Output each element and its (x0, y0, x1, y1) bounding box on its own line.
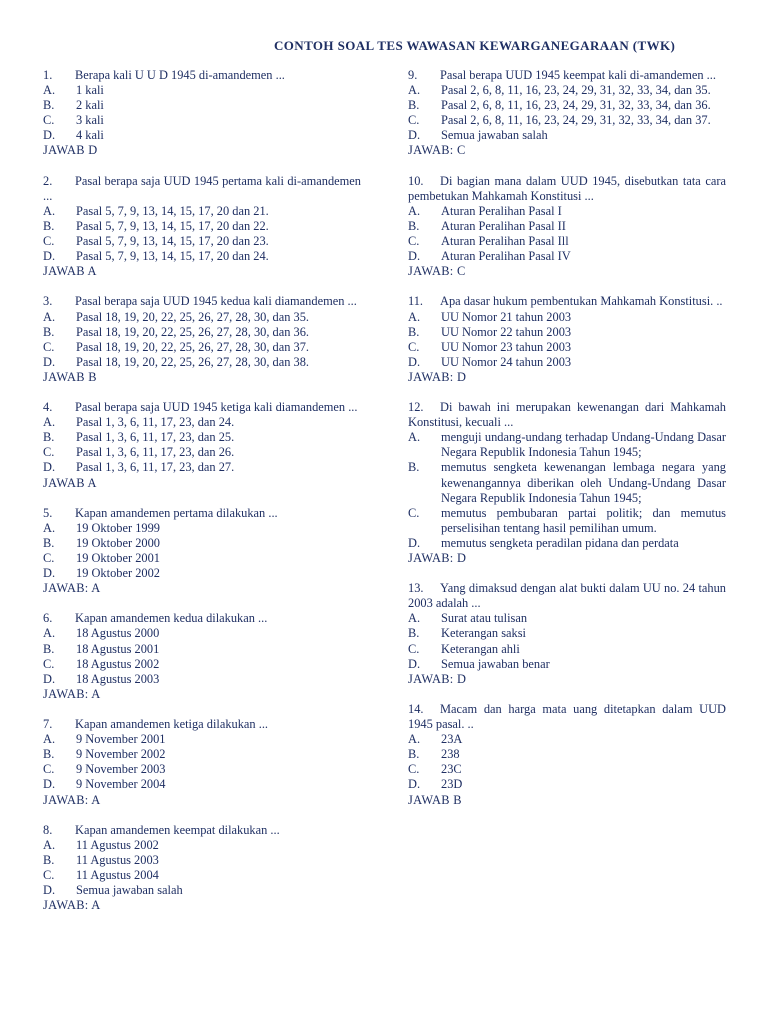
question-number: 13. (408, 581, 424, 596)
answer-key: JAWAB B (408, 792, 462, 807)
option-letter: D. (408, 249, 421, 264)
option (43, 415, 361, 430)
option-text: 9 November 2003 (76, 762, 166, 777)
option (408, 777, 726, 792)
option-letter: D. (43, 249, 56, 264)
option (408, 98, 726, 113)
option-text: Pasal 2, 6, 8, 11, 16, 23, 24, 29, 31, 32, 33, 34, dan 37. (441, 113, 711, 128)
option-text: 1 kali (76, 83, 104, 98)
question-number: 10. (408, 173, 424, 188)
option-letter: A. (408, 611, 421, 626)
option (43, 445, 361, 460)
option-text: Keterangan saksi (441, 626, 526, 641)
option-text: Pasal 1, 3, 6, 11, 17, 23, dan 24. (76, 415, 235, 430)
option-letter: A. (43, 732, 56, 747)
question-6 (43, 611, 361, 702)
option-text: 19 Oktober 2002 (76, 566, 160, 581)
option-letter: B. (408, 218, 420, 233)
option (408, 113, 726, 128)
option-text: Pasal 1, 3, 6, 11, 17, 23, dan 26. (76, 445, 235, 460)
option-letter: B. (43, 218, 55, 233)
option-letter: C. (408, 234, 420, 249)
option-text: 9 November 2002 (76, 747, 166, 762)
option-text: 9 November 2001 (76, 732, 166, 747)
option-letter: D. (408, 354, 421, 369)
option (43, 838, 361, 853)
question-number: 5. (43, 505, 53, 520)
question-number: 6. (43, 611, 53, 626)
option-letter: D. (43, 883, 56, 898)
option-letter: B. (43, 430, 55, 445)
option-letter: A. (408, 203, 421, 218)
question-text (43, 506, 361, 521)
option-text: memutus pembubaran partai politik; dan memutus perselisihan tentang hasil pemilihan umum. (441, 505, 726, 535)
option (408, 657, 726, 672)
option (408, 732, 726, 747)
question-text (43, 717, 361, 732)
question-number: 11. (408, 294, 424, 309)
question-prompt: Berapa kali U U D 1945 di-amandemen ... (75, 68, 285, 82)
option-letter: C. (43, 656, 55, 671)
option (43, 747, 361, 762)
option-letter: B. (43, 98, 55, 113)
left-column (43, 68, 361, 928)
question-4 (43, 400, 361, 491)
question-text (408, 294, 726, 309)
option-letter: D. (408, 656, 421, 671)
question-text (43, 294, 361, 309)
answer-key: JAWAB D (43, 143, 98, 158)
option (408, 340, 726, 355)
option (43, 325, 361, 340)
question-text (408, 400, 726, 430)
option-letter: C. (43, 339, 55, 354)
option-text: Aturan Peralihan Pasal Ill (441, 234, 569, 249)
option-text: 23D (441, 777, 463, 792)
question-number: 7. (43, 717, 53, 732)
option (43, 626, 361, 641)
option-text: 18 Agustus 2000 (76, 626, 160, 641)
option-text: 19 Oktober 2001 (76, 551, 160, 565)
question-11 (408, 294, 726, 385)
option-text: Semua jawaban salah (76, 883, 183, 898)
option-letter: A. (43, 520, 56, 535)
option (408, 249, 726, 264)
option-text: 11 Agustus 2003 (76, 852, 159, 867)
option-letter: C. (43, 551, 55, 565)
option (43, 732, 361, 747)
question-text (408, 702, 726, 732)
option (43, 536, 361, 551)
option-letter: C. (408, 505, 420, 520)
question-prompt: Kapan amandemen pertama dilakukan ... (75, 505, 278, 520)
option (43, 868, 361, 883)
option (43, 340, 361, 355)
option-text: Aturan Peralihan Pasal II (441, 218, 566, 233)
option (408, 83, 726, 98)
option-letter: D. (43, 671, 56, 686)
question-prompt: Kapan amandemen ketiga dilakukan ... (75, 717, 269, 732)
option-text: 2 kali (76, 98, 104, 113)
option (43, 460, 361, 475)
option-letter: A. (43, 837, 56, 852)
option (43, 642, 361, 657)
option-letter: C. (408, 339, 420, 354)
question-prompt: Pasal berapa saja UUD 1945 kedua kali diamandemen ... (75, 294, 357, 309)
option-letter: B. (408, 98, 420, 113)
option (43, 521, 361, 536)
option (43, 853, 361, 868)
option-letter: B. (43, 641, 55, 656)
option-letter: B. (408, 747, 420, 762)
option (43, 430, 361, 445)
option (43, 672, 361, 687)
question-number: 12. (408, 400, 424, 415)
question-7 (43, 717, 361, 808)
right-column (408, 68, 726, 823)
question-13 (408, 581, 726, 687)
option (43, 234, 361, 249)
option-letter: A. (408, 430, 421, 445)
option (43, 355, 361, 370)
question-9 (408, 68, 726, 159)
question-1 (43, 68, 361, 159)
option-letter: B. (43, 535, 55, 550)
answer-key: JAWAB: C (408, 143, 466, 158)
option (43, 883, 361, 898)
option-letter: B. (43, 852, 55, 867)
answer-key: JAWAB: A (43, 581, 101, 596)
question-12 (408, 400, 726, 566)
question-8 (43, 823, 361, 914)
option (43, 657, 361, 672)
option-text: Pasal 1, 3, 6, 11, 17, 23, dan 27. (76, 460, 235, 475)
question-prompt: Di bagian mana dalam UUD 1945, disebutkan tata cara pembetukan Mahkamah Konstitusi ... (408, 173, 726, 203)
option-letter: A. (408, 732, 421, 747)
option (43, 762, 361, 777)
option (408, 355, 726, 370)
option-text: 3 kali (76, 113, 104, 128)
option-text: memutus sengketa peradilan pidana dan perdata (441, 535, 679, 550)
option-text: Pasal 5, 7, 9, 13, 14, 15, 17, 20 dan 24. (76, 249, 269, 264)
answer-key: JAWAB: D (408, 369, 467, 384)
option (408, 762, 726, 777)
question-text (408, 68, 726, 83)
option-text: Pasal 2, 6, 8, 11, 16, 23, 24, 29, 31, 32, 33, 34, dan 35. (441, 83, 711, 98)
option-letter: B. (408, 626, 420, 641)
question-number: 9. (408, 68, 418, 82)
option (43, 551, 361, 566)
option-letter: D. (43, 354, 56, 369)
option-letter: A. (408, 309, 421, 324)
option-letter: C. (43, 113, 55, 128)
answer-key: JAWAB: D (408, 551, 467, 565)
option-letter: D. (408, 128, 421, 143)
question-5 (43, 506, 361, 597)
option-text: 11 Agustus 2004 (76, 867, 159, 882)
option (408, 430, 726, 460)
question-prompt: Pasal berapa saja UUD 1945 ketiga kali diamandemen ... (75, 400, 358, 415)
option-text: UU Nomor 22 tahun 2003 (441, 324, 572, 339)
option (43, 310, 361, 325)
option-text: Pasal 18, 19, 20, 22, 25, 26, 27, 28, 30, dan 36. (76, 324, 310, 339)
question-number: 14. (408, 701, 424, 716)
option-letter: A. (43, 415, 56, 430)
option-text: memutus sengketa kewenangan lembaga negara yang kewenangannya diberikan oleh Undang-Undang Dasar Negara Republik Indonesia Tahun 1945; (441, 460, 726, 505)
option-letter: C. (43, 445, 55, 460)
question-text (43, 823, 361, 838)
question-number: 4. (43, 400, 53, 415)
option-text: UU Nomor 23 tahun 2003 (441, 339, 572, 354)
answer-key: JAWAB: A (43, 686, 101, 701)
answer-key: JAWAB B (43, 369, 97, 384)
option-letter: C. (43, 867, 55, 882)
option (408, 325, 726, 340)
option-letter: A. (43, 626, 56, 641)
question-prompt: Pasal berapa saja UUD 1945 pertama kali di-amandemen ... (43, 173, 361, 203)
option-letter: D. (43, 777, 56, 792)
option-text: Pasal 18, 19, 20, 22, 25, 26, 27, 28, 30, dan 38. (76, 354, 310, 369)
option (408, 460, 726, 505)
option (408, 626, 726, 641)
option (408, 310, 726, 325)
answer-key: JAWAB: A (43, 792, 101, 807)
question-text (43, 611, 361, 626)
option-text: Aturan Peralihan Pasal IV (441, 249, 571, 264)
option-text: 18 Agustus 2003 (76, 671, 160, 686)
question-text (43, 400, 361, 415)
option (408, 536, 726, 551)
option-letter: A. (43, 83, 56, 98)
option (43, 249, 361, 264)
option-text: 19 Oktober 1999 (76, 520, 160, 535)
option-text: Semua jawaban salah (441, 128, 548, 143)
option (43, 219, 361, 234)
option-text: Pasal 5, 7, 9, 13, 14, 15, 17, 20 dan 21. (76, 203, 269, 218)
question-number: 2. (43, 173, 53, 188)
option (43, 204, 361, 219)
option (408, 747, 726, 762)
option (408, 204, 726, 219)
question-prompt: Kapan amandemen keempat dilakukan ... (75, 822, 280, 837)
option-letter: B. (43, 324, 55, 339)
page-title: CONTOH SOAL TES WAWASAN KEWARGANEGARAAN (TWK) (274, 38, 676, 53)
option (43, 113, 361, 128)
option-text: Aturan Peralihan Pasal I (441, 203, 562, 218)
option-letter: D. (408, 777, 421, 792)
question-prompt: Pasal berapa UUD 1945 keempat kali di-amandemen ... (440, 68, 716, 82)
option-letter: C. (43, 762, 55, 777)
question-10 (408, 174, 726, 280)
option (43, 98, 361, 113)
option-letter: A. (408, 83, 421, 98)
option-text: 18 Agustus 2002 (76, 656, 160, 671)
option-letter: B. (408, 324, 420, 339)
option-letter: C. (408, 113, 420, 128)
option-text: menguji undang-undang terhadap Undang-Undang Dasar Negara Republik Indonesia Tahun 1945; (441, 430, 726, 460)
answer-key: JAWAB: A (43, 898, 101, 913)
answer-key: JAWAB: D (408, 671, 467, 686)
option-letter: D. (43, 566, 56, 581)
option (408, 234, 726, 249)
question-text (408, 174, 726, 204)
question-text (408, 581, 726, 611)
option-letter: D. (408, 535, 421, 550)
option-text: 23A (441, 732, 463, 747)
question-prompt: Yang dimaksud dengan alat bukti dalam UU no. 24 tahun 2003 adalah ... (408, 581, 726, 611)
option-text: 11 Agustus 2002 (76, 837, 159, 852)
option-letter: C. (408, 641, 420, 656)
option-text: Pasal 5, 7, 9, 13, 14, 15, 17, 20 dan 22. (76, 218, 269, 233)
option-text: UU Nomor 24 tahun 2003 (441, 354, 572, 369)
option-letter: D. (43, 128, 56, 143)
option-letter: D. (43, 460, 56, 475)
option-text: 238 (441, 747, 460, 762)
option-text: UU Nomor 21 tahun 2003 (441, 309, 572, 324)
option (43, 777, 361, 792)
option-letter: C. (43, 234, 55, 249)
answer-key: JAWAB A (43, 475, 97, 490)
option-text: Pasal 5, 7, 9, 13, 14, 15, 17, 20 dan 23. (76, 234, 269, 249)
question-14 (408, 702, 726, 808)
option-letter: B. (408, 460, 420, 475)
question-text (43, 68, 361, 83)
question-prompt: Di bawah ini merupakan kewenangan dari Mahkamah Konstitusi, kecuali ... (408, 400, 726, 430)
option (43, 128, 361, 143)
question-3 (43, 294, 361, 385)
option-text: Pasal 1, 3, 6, 11, 17, 23, dan 25. (76, 430, 235, 445)
question-2 (43, 174, 361, 280)
question-number: 8. (43, 822, 53, 837)
option-text: Surat atau tulisan (441, 611, 528, 626)
option-text: Semua jawaban benar (441, 656, 550, 671)
option-text: Pasal 18, 19, 20, 22, 25, 26, 27, 28, 30, dan 35. (76, 309, 310, 324)
option (43, 83, 361, 98)
option (43, 566, 361, 581)
option (408, 506, 726, 536)
option-text: 18 Agustus 2001 (76, 641, 160, 656)
option-text: Pasal 2, 6, 8, 11, 16, 23, 24, 29, 31, 32, 33, 34, dan 36. (441, 98, 711, 113)
option-text: Keterangan ahli (441, 641, 520, 656)
question-prompt: Kapan amandemen kedua dilakukan ... (75, 611, 268, 626)
option-letter: A. (43, 203, 56, 218)
option-letter: B. (43, 747, 55, 762)
question-text (43, 174, 361, 204)
question-number: 3. (43, 294, 53, 309)
question-number: 1. (43, 68, 53, 82)
option-text: Pasal 18, 19, 20, 22, 25, 26, 27, 28, 30, dan 37. (76, 339, 310, 354)
option-text: 19 Oktober 2000 (76, 535, 160, 550)
option (408, 219, 726, 234)
answer-key: JAWAB: C (408, 264, 466, 279)
option-letter: C. (408, 762, 420, 777)
option-text: 9 November 2004 (76, 777, 166, 792)
option (408, 642, 726, 657)
option (408, 128, 726, 143)
option-text: 4 kali (76, 128, 104, 143)
answer-key: JAWAB A (43, 264, 97, 279)
option (408, 611, 726, 626)
option-text: 23C (441, 762, 462, 777)
question-prompt: Apa dasar hukum pembentukan Mahkamah Konstitusi. .. (440, 294, 723, 309)
question-prompt: Macam dan harga mata uang ditetapkan dalam UUD 1945 pasal. .. (408, 701, 726, 732)
option-letter: A. (43, 309, 56, 324)
